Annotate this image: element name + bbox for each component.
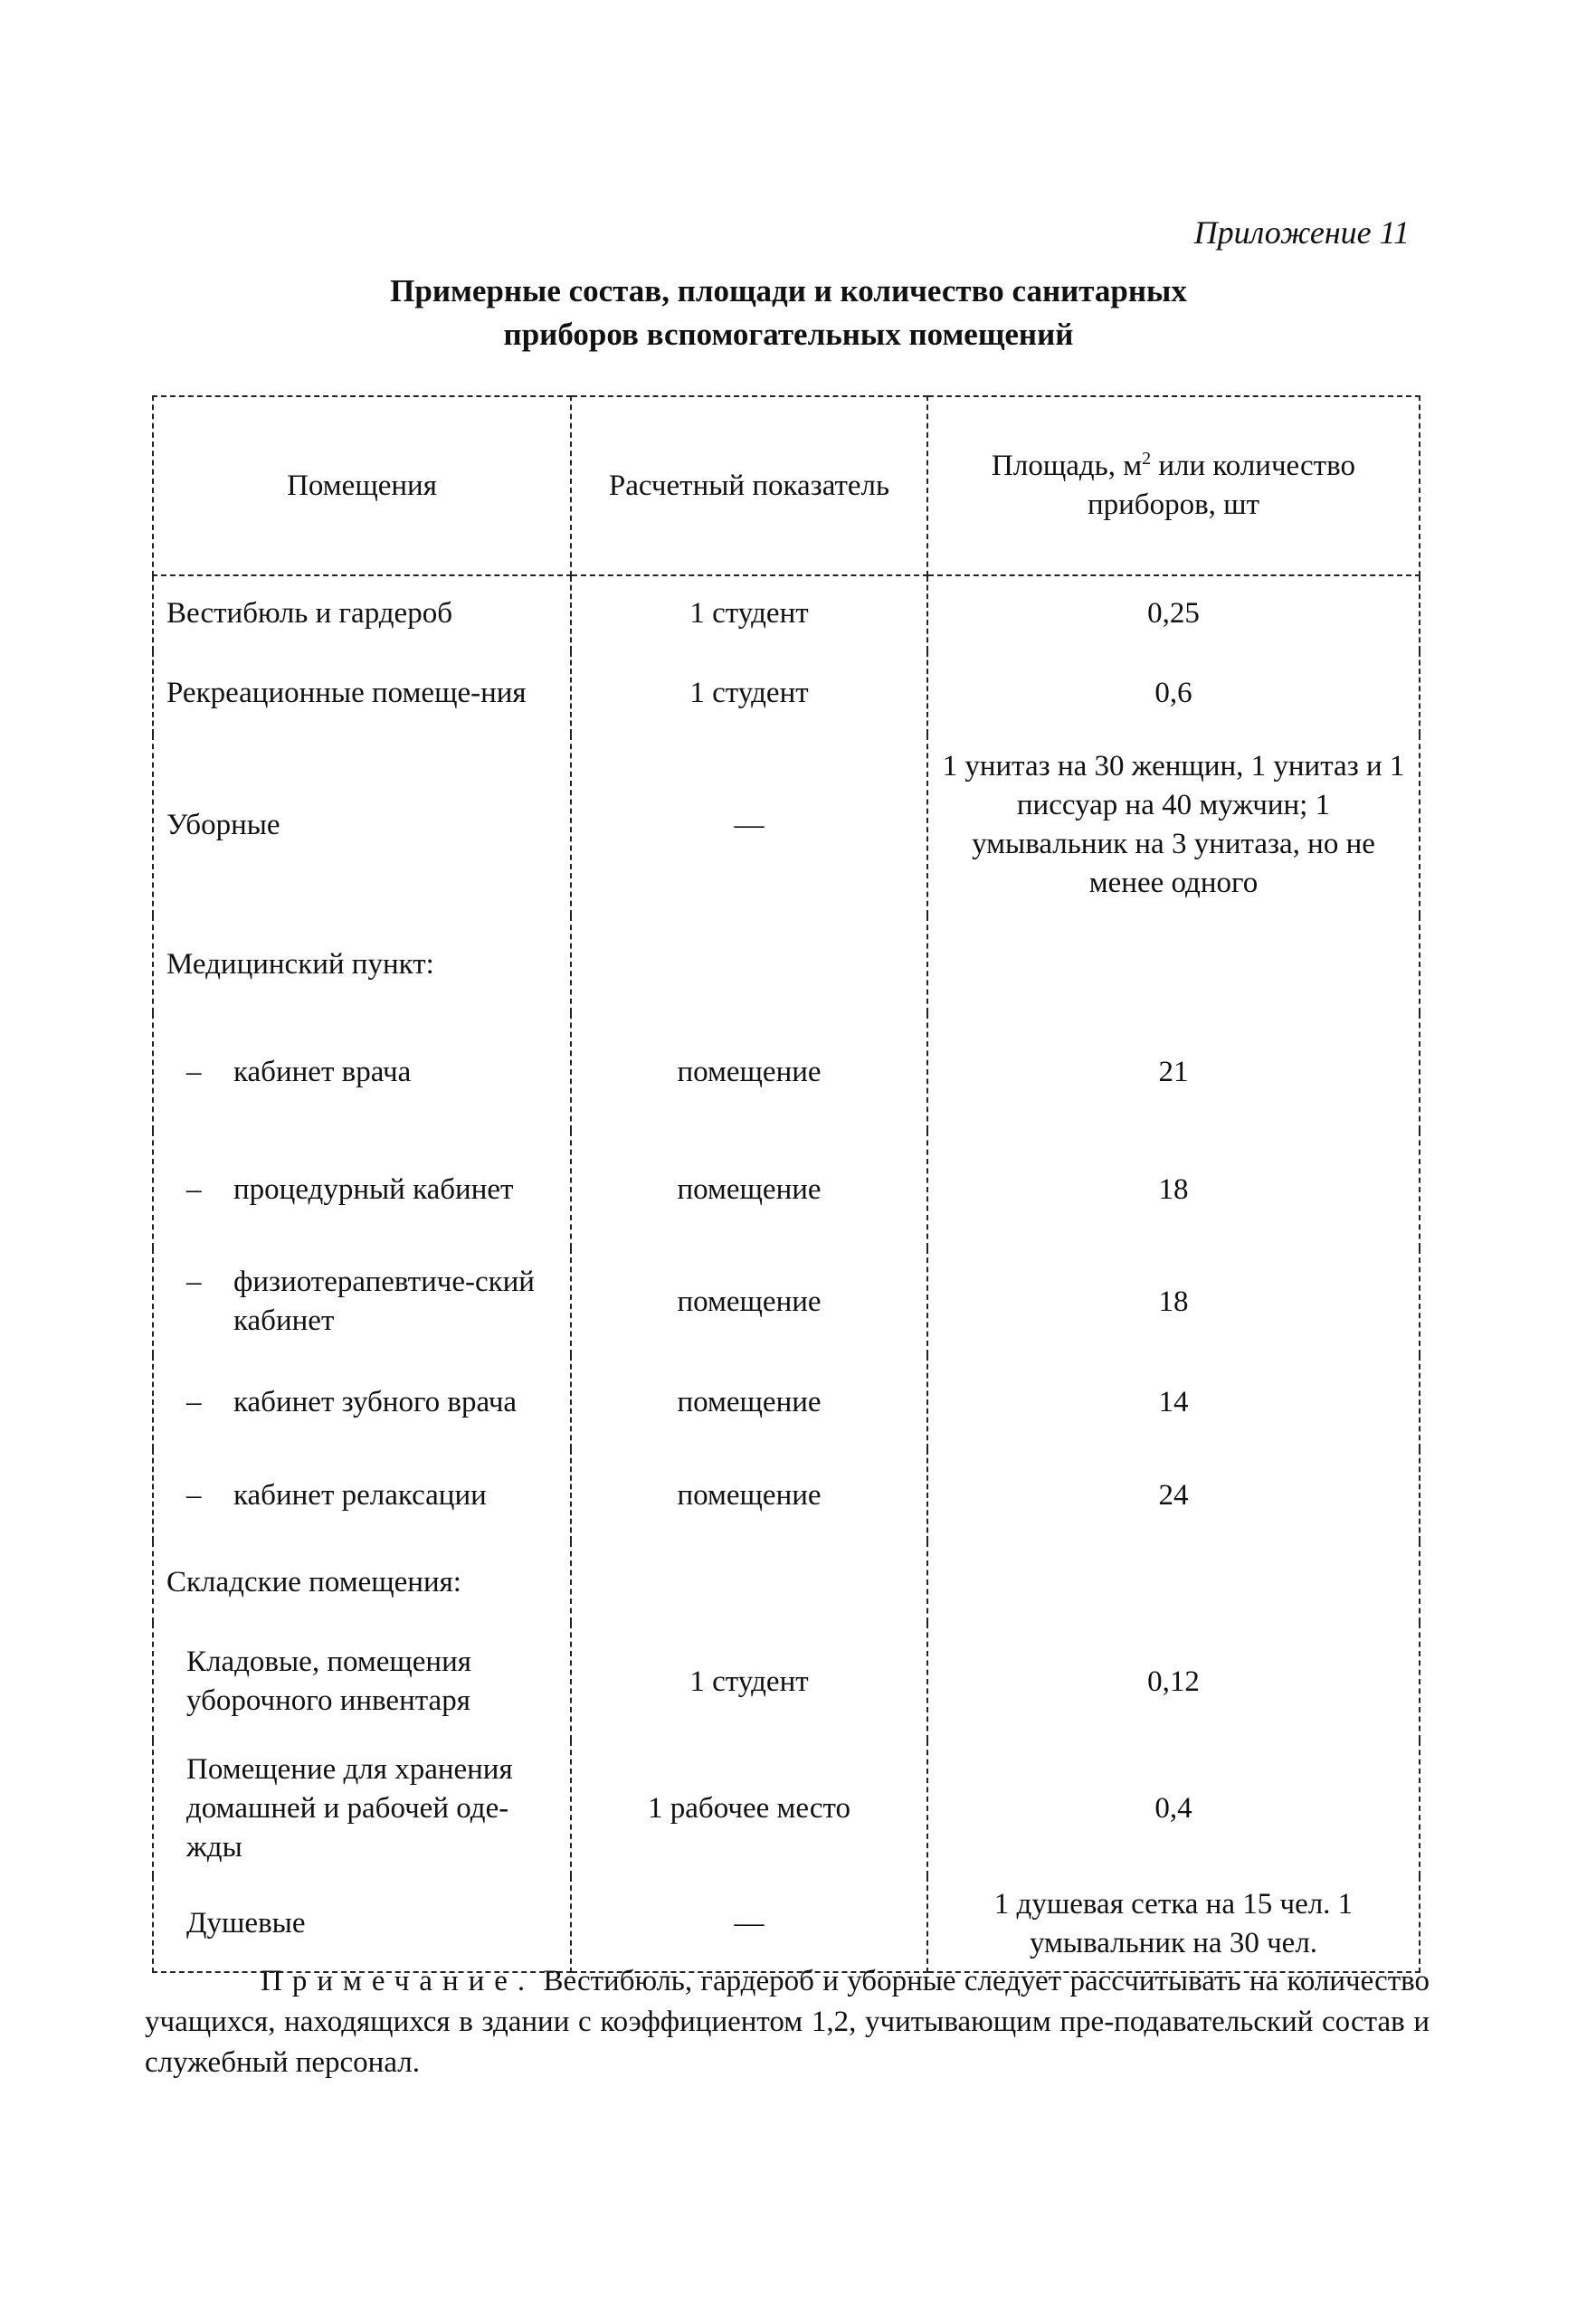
cell-room: Душевые	[153, 1876, 571, 1972]
table-row	[153, 1623, 1420, 1741]
table-header-row	[153, 396, 1420, 575]
cell-value: 0,12	[927, 1623, 1420, 1741]
cell-value: 0,4	[927, 1741, 1420, 1876]
header-area-part2: или количество приборов, шт	[1087, 450, 1355, 521]
cell-value: 0,6	[927, 651, 1420, 735]
cell-value	[927, 1541, 1420, 1623]
cell-indicator: 1 студент	[571, 1623, 927, 1741]
cell-indicator: 1 студент	[571, 651, 927, 735]
cell-room-text: процедурный кабинет	[233, 1172, 514, 1206]
table-row	[153, 1248, 1420, 1355]
table-note	[145, 1961, 1430, 2083]
cell-room: Медицинский пункт:	[153, 915, 571, 1013]
cell-room: Складские помещения:	[153, 1541, 571, 1623]
rooms-table	[152, 395, 1420, 1973]
cell-value: 18	[927, 1131, 1420, 1248]
table-row	[153, 1449, 1420, 1541]
list-dash: –	[186, 1266, 202, 1298]
table-row	[153, 1541, 1420, 1623]
document-title	[0, 270, 1577, 356]
table-row	[153, 1131, 1420, 1248]
header-area-part1: Площадь, м	[992, 450, 1143, 482]
table-row	[153, 735, 1420, 915]
list-dash: –	[186, 1172, 202, 1206]
header-area	[927, 396, 1420, 575]
table-row	[153, 1741, 1420, 1876]
cell-room	[153, 1131, 571, 1248]
cell-indicator: —	[571, 1876, 927, 1972]
cell-room	[153, 1449, 571, 1541]
cell-room: Вестибюль и гардероб	[153, 575, 571, 651]
cell-value: 1 душевая сетка на 15 чел. 1 умывальник на 30 чел.	[927, 1876, 1420, 1972]
cell-indicator: 1 студент	[571, 575, 927, 651]
note-label: Примечание.	[261, 1965, 536, 1997]
table-row	[153, 1876, 1420, 1972]
header-area-sup: 2	[1142, 449, 1152, 469]
cell-value: 0,25	[927, 575, 1420, 651]
title-line-1: Примерные состав, площади и количество санитарных	[390, 273, 1187, 308]
cell-indicator	[571, 915, 927, 1013]
header-indicator: Расчетный показатель	[571, 396, 927, 575]
cell-value: 24	[927, 1449, 1420, 1541]
cell-indicator: помещение	[571, 1131, 927, 1248]
table-row	[153, 1013, 1420, 1131]
rooms-table-wrapper	[152, 395, 1419, 1959]
cell-indicator: помещение	[571, 1013, 927, 1131]
table-row	[153, 915, 1420, 1013]
cell-value: 1 унитаз на 30 женщин, 1 унитаз и 1 писсуар на 40 мужчин; 1 умывальник на 3 унитаза, но не менее одного	[927, 735, 1420, 915]
cell-value: 18	[927, 1248, 1420, 1355]
header-rooms: Помещения	[153, 396, 571, 575]
cell-room	[153, 1248, 571, 1355]
title-line-2: приборов вспомогательных помещений	[503, 317, 1074, 352]
table-row	[153, 1355, 1420, 1449]
note-text: Вестибюль, гардероб и уборные следует рассчитывать на количество учащихся, находящихся в здании с коэффициентом 1,2, учитывающим пре-подавательский состав и служебный персонал.	[145, 1965, 1430, 2079]
cell-room-text: физиотерапевтиче-ский кабинет	[233, 1266, 535, 1337]
table-row	[153, 651, 1420, 735]
cell-value: 14	[927, 1355, 1420, 1449]
cell-value	[927, 915, 1420, 1013]
cell-room: Рекреационные помеще-ния	[153, 651, 571, 735]
cell-indicator: помещение	[571, 1449, 927, 1541]
list-dash: –	[186, 1055, 202, 1088]
cell-room: Кладовые, помещения уборочного инвентаря	[153, 1623, 571, 1741]
cell-room: Помещение для хранения домашней и рабочей оде-жды	[153, 1741, 571, 1876]
list-dash: –	[186, 1478, 202, 1512]
cell-room-text: кабинет врача	[233, 1055, 412, 1088]
cell-indicator: 1 рабочее место	[571, 1741, 927, 1876]
appendix-label: Приложение 11	[1193, 214, 1410, 251]
table-row	[153, 575, 1420, 651]
cell-value: 21	[927, 1013, 1420, 1131]
cell-indicator: помещение	[571, 1248, 927, 1355]
cell-indicator	[571, 1541, 927, 1623]
list-dash: –	[186, 1385, 202, 1418]
cell-indicator: —	[571, 735, 927, 915]
cell-room	[153, 1355, 571, 1449]
cell-room-text: кабинет релаксации	[233, 1478, 487, 1512]
cell-room-text: кабинет зубного врача	[233, 1385, 518, 1418]
cell-indicator: помещение	[571, 1355, 927, 1449]
cell-room: Уборные	[153, 735, 571, 915]
cell-room	[153, 1013, 571, 1131]
